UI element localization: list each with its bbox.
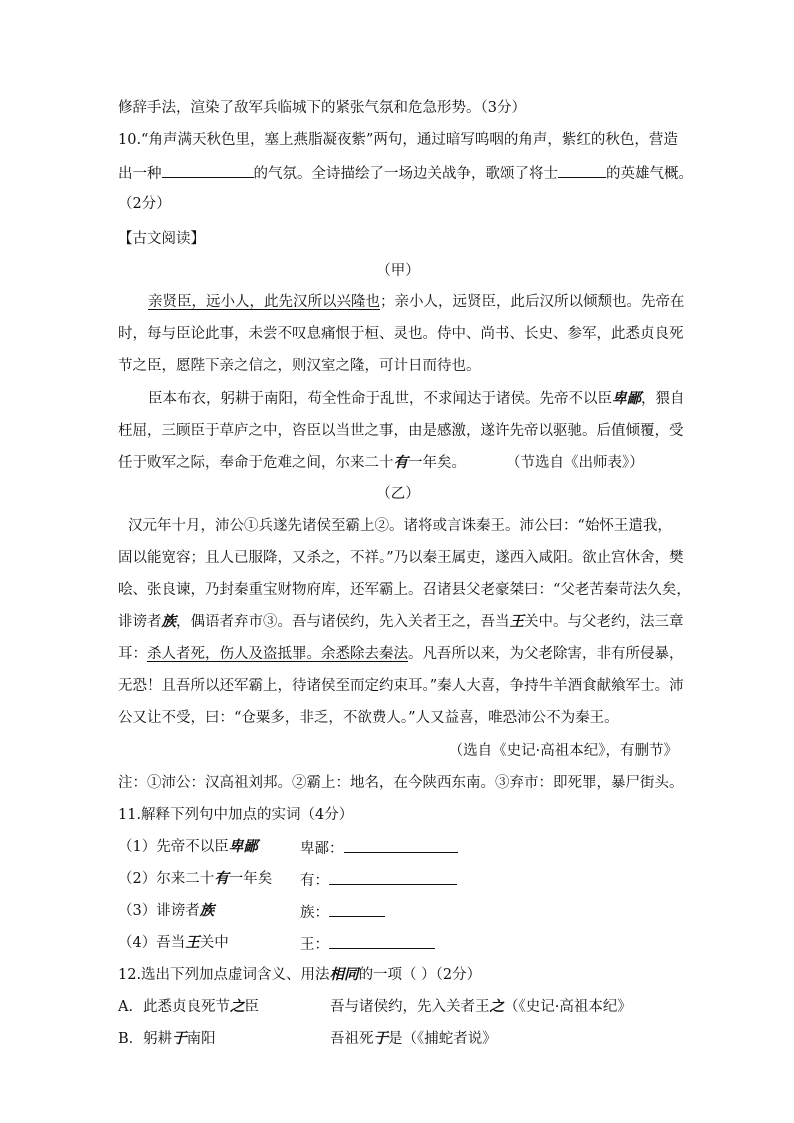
yi-line-2: 固以能宽容；且人已服降，又杀之，不祥。”乃以秦王属吏，遂西入咸阳。欲止宫休舍，樊 [118,550,684,566]
jia-source: （节选自《出师表》） [506,455,644,471]
q12-option-a-right-word: 之 [489,998,504,1015]
yi-line-5 [118,644,684,664]
q11-item-2-post: 一年矣 [228,871,273,887]
q9-tail-text: 修辞手法，渲染了敌军兵临城下的紧张气氛和危急形势。（3分） [118,100,526,116]
q11-answer-2-label: 有： [300,873,329,889]
dotted-word-wang: 王 [509,613,524,630]
q11-item-3-word: 族 [199,902,215,919]
jia-p2-l3-text-b: 一年矣。 [408,455,466,471]
q11-answer-1-field[interactable] [344,837,458,853]
q10-line-2 [118,162,693,184]
jia-p1-line-2: 时，每与臣论此事，未尝不叹息痛恨于桓、灵也。侍中、尚书、长史、参军，此悉贞良死 [118,326,684,342]
yi-line-4 [118,612,684,632]
yi-line-3: 哙、张良谏，乃封秦重宝财物府库，还军霸上。召诸县父老豪桀曰：“父老苦秦苛法久矣， [118,582,691,598]
q12-option-a[interactable] [118,997,678,1017]
q10-text-a: 出一种 [118,166,162,182]
jia-p2-line-3 [118,453,466,473]
jia-p1-line-1 [148,292,685,312]
q11-item-2-word: 有 [214,870,229,887]
q12-option-b-right-post: 是（《捕蛇者说》 [388,1031,497,1047]
q11-item-2 [118,869,678,889]
q10-text-c: 的英雄气概。 [606,166,693,182]
q12-option-a-right-post: （《史记·高祖本纪》 [504,999,632,1015]
yi-l5-text-b: 。凡吾所以来，为父老除害，非有所侵暴， [408,646,684,662]
q11-item-1 [118,837,678,857]
q11-item-4 [118,933,678,953]
jia-p1-line-1-rest: ；亲小人，远贤臣，此后汉所以倾颓也。先帝在 [380,294,685,310]
q12-option-a-word: 之 [229,998,245,1015]
yi-source: （选自《史记·高祖本纪》，有删节》 [448,743,678,759]
passage-jia-label: （甲） [376,263,420,279]
q10-text-b: 的气氛。全诗描绘了一场边关战争，歌颂了将士 [253,166,558,182]
q10-blank-2[interactable] [558,162,606,178]
q11-item-3 [118,901,678,921]
q12-option-a-right [330,997,632,1017]
q12-title [118,965,481,985]
q11-answer-3-label: 族： [300,905,329,921]
yi-underlined-sentence: 杀人者死，伤人及盗抵罪。余悉除去秦法 [147,646,408,662]
q12-option-b-post: 南阳 [186,1031,216,1047]
q11-answer-4-field[interactable] [329,933,435,949]
dotted-word-you: 有 [393,454,408,471]
q12-option-a-right-pre: 吾与诸侯约，先入关者王 [330,999,490,1015]
q11-item-4-pre: （4）吾当 [118,935,186,951]
yi-l4-text-c: 关中。与父老约，法三章 [524,614,684,630]
q10-line-3: （2分） [118,196,171,212]
jia-p2-line-1 [148,389,685,409]
q11-answer-3 [300,901,385,923]
yi-notes: 注：①沛公：汉高祖刘邦。②霸上：地名，在今陕西东南。③弃市：即死罪，暴尸街头。 [118,775,684,791]
dotted-word-zu: 族 [161,613,176,630]
q11-answer-2 [300,869,457,891]
jia-underlined-sentence: 亲贤臣，远小人，此先汉所以兴隆也 [148,294,380,310]
yi-line-7: 公又让不受，曰：“仓粟多，非乏，不欲费人。”人又益喜，唯恐沛公不为秦王。 [118,710,619,726]
q12-option-b[interactable] [118,1029,678,1049]
q10-blank-1[interactable] [162,162,254,178]
passage-yi-label: （乙） [376,486,420,502]
q12-title-b: 的一项（ ）（2分） [358,967,482,983]
q12-option-b-right-word: 于 [373,1030,388,1047]
q11-answer-4-label: 王： [300,937,329,953]
q11-title: 11.解释下列句中加点的实词（4分） [118,807,354,823]
q11-item-4-word: 王 [185,934,200,951]
q11-answer-4 [300,933,435,955]
jia-p2-text-a: 臣本布衣，躬耕于南阳，苟全性命于乱世，不求闻达于诸侯。先帝不以臣 [148,391,612,407]
q12-title-emphasis: 相同 [329,966,359,983]
q11-item-3-pre: （3）诽谤者 [118,903,200,919]
q11-answer-2-field[interactable] [329,869,457,885]
q12-option-b-right-pre: 吾祖死 [330,1031,374,1047]
q12-option-b-right [330,1029,497,1049]
yi-l5-text-a: 耳： [118,646,147,662]
yi-line-1: 汉元年十月，沛公①兵遂先诸侯至霸上②。诸将或言诛秦王。沛公曰：“始怀王遣我， [128,518,672,534]
section-title: 【古文阅读】 [118,231,205,247]
jia-p2-l3-text-a: 任于败军之际，奉命于危难之间，尔来二十 [118,455,394,471]
q11-item-4-post: 关中 [199,935,229,951]
q12-option-a-pre: A．此悉贞良死节 [118,999,230,1015]
yi-l4-text-b: ，偶语者弃市③。吾与诸侯约，先入关者王之，吾当 [176,614,510,630]
q11-item-1-word: 卑鄙 [228,838,258,855]
dotted-word-beibi: 卑鄙 [612,390,641,407]
yi-line-6: 无恐！且吾所以还军霸上，待诸侯至而定约束耳。”秦人大喜，争持牛羊酒食献飨军士。沛 [118,678,684,694]
q12-title-a: 12.选出下列加点虚词含义、用法 [118,967,330,983]
q12-option-b-word: 于 [172,1030,187,1047]
q11-answer-1 [300,837,458,859]
jia-p2-line-2: 枉屈，三顾臣于草庐之中，咨臣以当世之事，由是感激，遂许先帝以驱驰。后值倾覆，受 [118,423,684,439]
q11-answer-3-field[interactable] [329,901,385,917]
jia-p2-text-b: ，猥自 [641,391,685,407]
jia-p1-line-3: 节之臣，愿陛下亲之信之，则汉室之隆，可计日而待也。 [118,358,481,374]
q11-item-2-pre: （2）尔来二十 [118,871,215,887]
yi-l4-text-a: 诽谤者 [118,614,162,630]
q11-item-1-pre: （1）先帝不以臣 [118,839,229,855]
q10-line-1: 10.“角声满天秋色里，塞上燕脂凝夜紫”两句，通过暗写呜咽的角声，紫红的秋色，营造 [118,132,678,148]
q11-answer-1-label: 卑鄙： [300,841,344,857]
q12-option-a-post: 臣 [244,999,259,1015]
q12-option-b-pre: B．躬耕 [118,1031,173,1047]
